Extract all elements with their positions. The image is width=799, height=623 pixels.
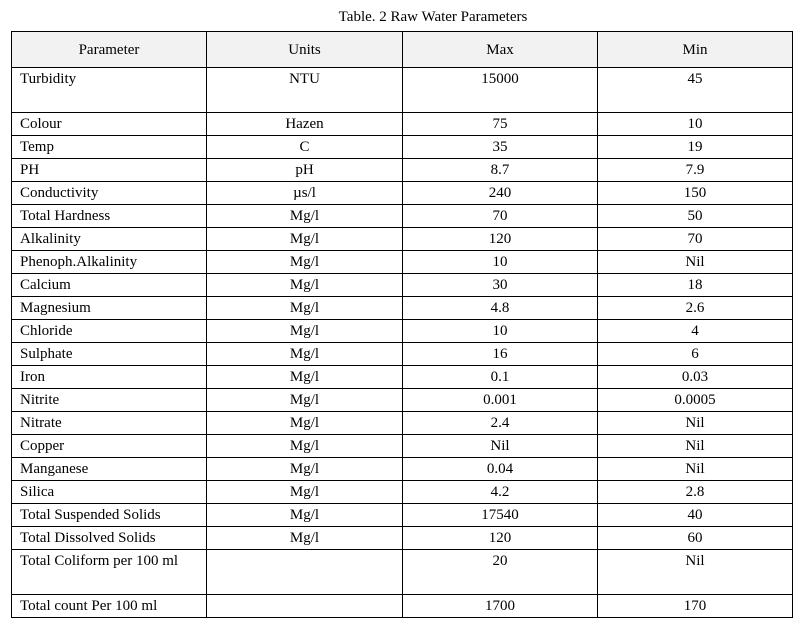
cell-units: Mg/l (207, 435, 403, 458)
cell-max: 240 (403, 182, 598, 205)
cell-max: 120 (403, 228, 598, 251)
cell-min: 70 (598, 228, 793, 251)
cell-min: Nil (598, 412, 793, 435)
cell-parameter: Magnesium (12, 297, 207, 320)
header-max: Max (403, 32, 598, 68)
cell-parameter: Manganese (12, 458, 207, 481)
header-units: Units (207, 32, 403, 68)
cell-units: Mg/l (207, 412, 403, 435)
cell-parameter: Nitrite (12, 389, 207, 412)
cell-units: Mg/l (207, 251, 403, 274)
cell-min: 0.03 (598, 366, 793, 389)
cell-units: Mg/l (207, 504, 403, 527)
cell-max: 120 (403, 527, 598, 550)
cell-min: 170 (598, 595, 793, 618)
table-row (12, 435, 793, 458)
cell-parameter: Total Suspended Solids (12, 504, 207, 527)
cell-max: 35 (403, 136, 598, 159)
cell-units: Mg/l (207, 297, 403, 320)
table-row (12, 136, 793, 159)
cell-min: 60 (598, 527, 793, 550)
cell-max: 1700 (403, 595, 598, 618)
cell-units: Mg/l (207, 228, 403, 251)
cell-units: Mg/l (207, 274, 403, 297)
cell-min: 40 (598, 504, 793, 527)
cell-parameter: Chloride (12, 320, 207, 343)
cell-parameter: Silica (12, 481, 207, 504)
table-row (12, 297, 793, 320)
cell-units: C (207, 136, 403, 159)
cell-parameter: Sulphate (12, 343, 207, 366)
cell-min: 19 (598, 136, 793, 159)
cell-max: 10 (403, 320, 598, 343)
cell-min: 18 (598, 274, 793, 297)
cell-max: 15000 (403, 68, 598, 113)
cell-max: 16 (403, 343, 598, 366)
table-row (12, 320, 793, 343)
cell-min: Nil (598, 550, 793, 595)
cell-units: µs/l (207, 182, 403, 205)
table-row (12, 412, 793, 435)
table-row (12, 228, 793, 251)
cell-units: Mg/l (207, 481, 403, 504)
table-row (12, 595, 793, 618)
cell-units: Mg/l (207, 366, 403, 389)
table-row (12, 343, 793, 366)
raw-water-parameters-table (11, 31, 793, 618)
cell-units: Mg/l (207, 458, 403, 481)
cell-max: 0.001 (403, 389, 598, 412)
table-row (12, 527, 793, 550)
cell-max: 70 (403, 205, 598, 228)
cell-min: 50 (598, 205, 793, 228)
table-row (12, 550, 793, 595)
cell-min: 4 (598, 320, 793, 343)
table-row (12, 159, 793, 182)
cell-units: Hazen (207, 113, 403, 136)
cell-min: 10 (598, 113, 793, 136)
table-row (12, 251, 793, 274)
cell-parameter: Nitrate (12, 412, 207, 435)
cell-parameter: Colour (12, 113, 207, 136)
table-row (12, 481, 793, 504)
cell-parameter: Phenoph.Alkalinity (12, 251, 207, 274)
cell-min: 7.9 (598, 159, 793, 182)
cell-min: 150 (598, 182, 793, 205)
cell-min: Nil (598, 435, 793, 458)
cell-max: 10 (403, 251, 598, 274)
cell-parameter: Total Hardness (12, 205, 207, 228)
table-row (12, 205, 793, 228)
cell-units: Mg/l (207, 527, 403, 550)
cell-min: 0.0005 (598, 389, 793, 412)
cell-units: Mg/l (207, 343, 403, 366)
cell-units: Mg/l (207, 320, 403, 343)
cell-min: Nil (598, 458, 793, 481)
cell-parameter: Total Coliform per 100 ml (12, 550, 207, 595)
cell-units: pH (207, 159, 403, 182)
table-caption: Table. 2 Raw Water Parameters (338, 9, 528, 25)
cell-max: 0.1 (403, 366, 598, 389)
table-row (12, 389, 793, 412)
cell-max: 17540 (403, 504, 598, 527)
table-row (12, 113, 793, 136)
cell-units: Mg/l (207, 389, 403, 412)
cell-min: 45 (598, 68, 793, 113)
cell-min: 6 (598, 343, 793, 366)
cell-parameter: Turbidity (12, 68, 207, 113)
cell-parameter: Total Dissolved Solids (12, 527, 207, 550)
cell-max: 4.8 (403, 297, 598, 320)
cell-parameter: Copper (12, 435, 207, 458)
table-row (12, 274, 793, 297)
cell-max: 20 (403, 550, 598, 595)
cell-max: 8.7 (403, 159, 598, 182)
cell-max: 0.04 (403, 458, 598, 481)
table-header-row (12, 32, 793, 68)
cell-min: Nil (598, 251, 793, 274)
cell-parameter: Conductivity (12, 182, 207, 205)
cell-min: 2.8 (598, 481, 793, 504)
cell-parameter: Iron (12, 366, 207, 389)
cell-max: 75 (403, 113, 598, 136)
cell-units (207, 550, 403, 595)
cell-units (207, 595, 403, 618)
cell-parameter: Calcium (12, 274, 207, 297)
header-parameter: Parameter (12, 32, 207, 68)
table-row (12, 68, 793, 113)
cell-min: 2.6 (598, 297, 793, 320)
header-min: Min (598, 32, 793, 68)
cell-max: 30 (403, 274, 598, 297)
table-row (12, 504, 793, 527)
cell-units: NTU (207, 68, 403, 113)
table-row (12, 366, 793, 389)
table-row (12, 458, 793, 481)
cell-units: Mg/l (207, 205, 403, 228)
cell-max: 2.4 (403, 412, 598, 435)
cell-parameter: Temp (12, 136, 207, 159)
cell-max: Nil (403, 435, 598, 458)
cell-parameter: Alkalinity (12, 228, 207, 251)
cell-parameter: Total count Per 100 ml (12, 595, 207, 618)
cell-parameter: PH (12, 159, 207, 182)
cell-max: 4.2 (403, 481, 598, 504)
table-row (12, 182, 793, 205)
